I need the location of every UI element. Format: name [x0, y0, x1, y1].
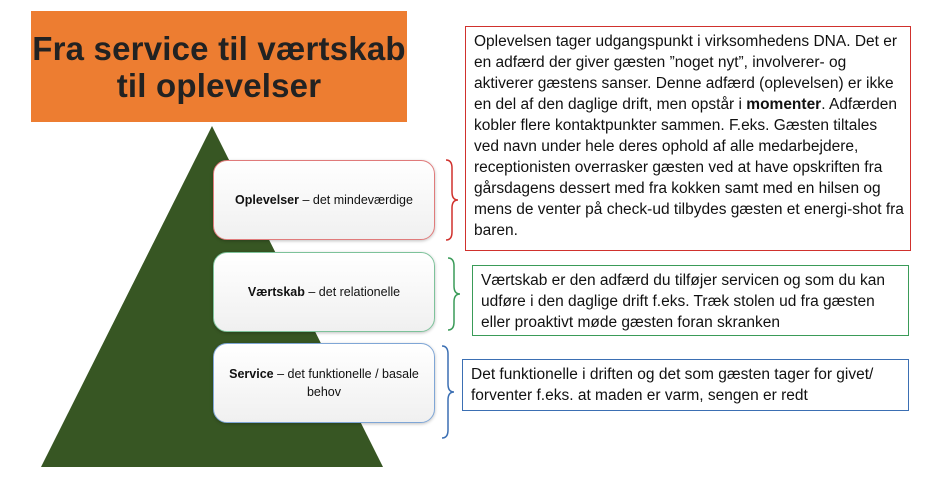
- title-line-2: til oplevelser: [116, 66, 322, 104]
- level-oplevelser-desc: – det mindeværdige: [298, 193, 413, 207]
- title-line-1: Fra service til værtskab: [32, 29, 406, 67]
- level-service-desc: – det funktionelle / basale: [273, 367, 419, 381]
- desc-oplevelser-text-1: Oplevelsen tager udgangspunkt i virksomhedens DNA. Det er en adfærd der giver gæsten ”noget nyt”, involverer- og aktiverer gæstens sanser. Denne adfærd (oplevelsen) er ikke en del af den daglige drift, men opstår i: [474, 33, 898, 113]
- desc-oplevelser-bold: momenter: [746, 96, 822, 113]
- desc-service: Det funktionelle i driften og det som gæsten tager for givet/ forventer f.eks. at maden er varm, sengen er redt: [462, 359, 909, 411]
- desc-vaertskab: Værtskab er den adfærd du tilføjer servicen og som du kan udføre i den daglige drift f.eks. Træk stolen ud fra gæsten eller proaktivt møde gæsten foran skranken: [472, 265, 909, 336]
- level-service-name: Service: [229, 367, 274, 381]
- level-oplevelser-name: Oplevelser: [235, 193, 299, 207]
- level-service-desc-2: behov: [306, 385, 342, 399]
- brace-oplevelser: [446, 160, 458, 240]
- brace-service: [442, 346, 454, 438]
- level-vaertskab-desc: – det relationelle: [304, 285, 401, 299]
- level-vaertskab-name: Værtskab: [247, 285, 305, 299]
- desc-oplevelser: [465, 26, 911, 251]
- brace-vaertskab: [448, 258, 460, 330]
- desc-oplevelser-text-2: . Adfærden kobler flere kontaktpunkter sammen. F.eks. Gæsten tiltales ved navn under hele deres ophold af alle medarbejdere, receptionisten overrasker gæsten ved at have opskriften fra gårsdagens dessert med fra kokken samt med en hilsen og mens de venter på check-ud tilbydes gæsten et energi-shot fra baren.: [474, 96, 904, 239]
